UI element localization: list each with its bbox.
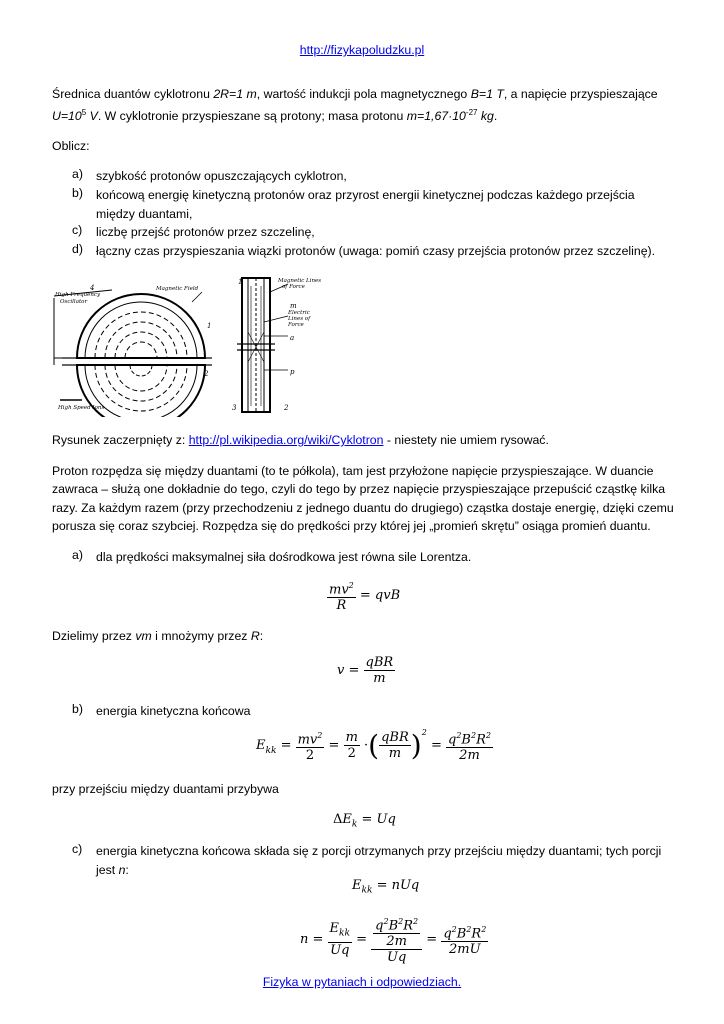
footer-link[interactable]: Fizyka w pytaniach i odpowiedziach.	[262, 975, 462, 989]
solution-text-a: dla prędkości maksymalnej siła dośrodkowa jest równa sile Lorentza.	[96, 550, 472, 564]
problem-statement: Średnica duantów cyklotronu 2R=1 m, wartość indukcji pola magnetycznego B=1 T, a napięcie przyspieszające $U=10^5$ V. W cyklotronie przyspieszane są protony; masa protonu $m=1,67\cdot 10^{-27}$ kg.	[52, 87, 658, 123]
label-magnetic-lines: Magnetic Lines	[278, 278, 322, 284]
label-p: p	[290, 368, 295, 376]
task-marker-b: b)	[72, 186, 83, 200]
task-text-a: szybkość protonów opuszczających cyklotron,	[96, 169, 347, 183]
label-oscillator: Oscillator	[60, 299, 88, 305]
label-force: Force	[288, 322, 304, 328]
label-m: m	[290, 302, 297, 310]
equation-number-of-passes: n = $\frac{E_{kk}}{Uq}$ = $\frac{\frac{q^2B^2R^2}{2m}}{Uq}$ = $\frac{q^2B^2R^2}{2mU}$	[300, 914, 488, 965]
label-num-4: 4	[90, 284, 95, 292]
explanation-paragraph: Proton rozpędza się między duantami (to te półkola), tam jest przyłożone napięcie przyspieszające. W duancie zawraca – służą one dokładnie do tego, czyli do tego by przez napięcie przyspieszające przepuścić cząstkę kilka razy. Za każdym razem (przy przechodzeniu z jednego duantu do drugiego) cząstka dostaje energię, dzięki czemu porusza się coraz szybciej. Rozpędza się do prędkości przy której jej „promień skrętu” osiąga promień duantu.	[52, 464, 674, 533]
wikipedia-link[interactable]: http://pl.wikipedia.org/wiki/Cyklotron	[188, 433, 384, 447]
oblicz-label: Oblicz:	[52, 139, 90, 153]
site-link[interactable]: http://fizykapoludzku.pl	[299, 43, 425, 57]
equation-centripetal-lorentz: $\frac{mv^2}{R}$ = qvB	[327, 578, 400, 613]
label-electric: Electric	[288, 310, 310, 316]
label-high-frequency: High Frequency	[55, 292, 101, 298]
equation-velocity: v = $\frac{\text{qBR}}{m}$	[337, 655, 394, 686]
solution-text-b: energia kinetyczna końcowa	[96, 704, 251, 718]
label-num-3: 3	[232, 404, 237, 412]
equation-total-energy-portions: $E_{kk}$ = nUq	[352, 878, 420, 896]
label-num-2: 2	[204, 370, 209, 378]
label-of-force: of Force	[282, 284, 305, 290]
label-num-1-top: 1	[207, 322, 212, 330]
page-footer	[0, 975, 724, 989]
task-marker-d: d)	[72, 242, 83, 256]
divide-instruction: Dzielimy przez vm i mnożymy przez R:	[52, 629, 264, 643]
label-num-1-side: 1	[238, 278, 243, 286]
solution-marker-c: c)	[72, 842, 83, 856]
page-header	[0, 43, 724, 57]
task-text-d: łączny czas przyspieszania wiązki protonów (uwaga: pomiń czasy przejścia protonów przez szczelinę).	[96, 244, 656, 258]
cyclotron-diagram	[52, 272, 322, 417]
label-lines-of: Lines of	[288, 316, 311, 322]
equation-kinetic-energy: $E_{kk}$ = $\frac{mv^2}{2}$ = $\frac{m}{2}$ ·( $\frac{\text{qBR}}{m}$ )$^2$ = $\frac{q^2B^2R^2}{2m}$	[256, 728, 491, 764]
task-text-b: końcową energię kinetyczną protonów oraz przyrost energii kinetycznej podczas każdego przejścia między duantami,	[96, 188, 635, 221]
label-a: a	[290, 334, 295, 342]
solution-text-c: energia kinetyczna końcowa składa się z porcji otrzymanych przy przejściu między duantami; tych porcji jest n:	[96, 844, 662, 877]
label-high-speed-ions: High Speed Ions	[58, 405, 105, 411]
energy-gain-text: przy przejściu między duantami przybywa	[52, 782, 279, 796]
label-num-2-side: 2	[284, 404, 289, 412]
task-marker-a: a)	[72, 167, 83, 181]
label-magnetic-field: Magnetic Field	[156, 286, 199, 292]
task-marker-c: c)	[72, 223, 83, 237]
solution-marker-b: b)	[72, 702, 83, 716]
solution-marker-a: a)	[72, 548, 83, 562]
figure-caption: Rysunek zaczerpnięty z: http://pl.wikipedia.org/wiki/Cyklotron - niestety nie umiem rysować.	[52, 433, 549, 447]
task-text-c: liczbę przejść protonów przez szczelinę,	[96, 225, 315, 239]
equation-energy-gain: $\Delta E_k = Uq$	[333, 812, 396, 830]
